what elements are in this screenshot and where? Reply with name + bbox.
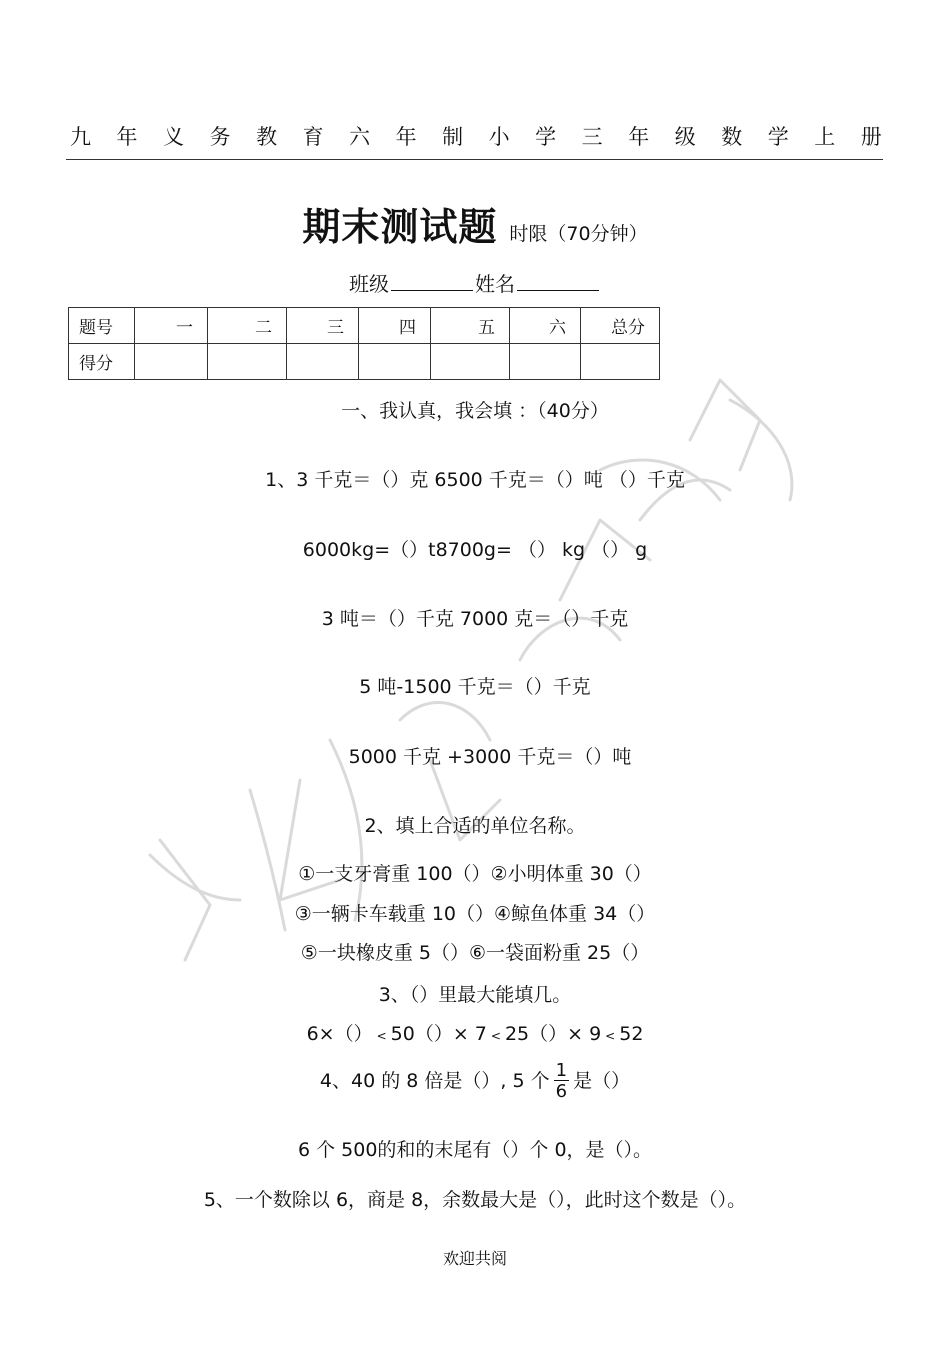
header-rule <box>66 159 883 160</box>
header-char: 上 <box>814 125 836 149</box>
header-char: 学 <box>767 125 789 149</box>
question-heading: 2、填上合适的单位名称。 <box>364 815 586 837</box>
less-than-sign: < <box>376 1029 387 1043</box>
header-char: 制 <box>442 125 464 149</box>
header-char: 年 <box>628 125 650 149</box>
header-char: 年 <box>116 125 138 149</box>
q4-text: 4、40 的 8 倍是（）, 5 个 <box>319 1070 550 1092</box>
question-line: 5、一个数除以 6，商是 8，余数最大是（），此时这个数是（）。 <box>203 1189 747 1211</box>
header-char: 三 <box>581 125 603 149</box>
header-char: 九 <box>70 125 91 149</box>
header-char: 册 <box>860 125 882 149</box>
q3-part: 25（）× 9 <box>504 1023 602 1045</box>
fraction <box>554 1062 569 1101</box>
question-line: ③一辆卡车载重 10（）④鲸鱼体重 34（） <box>294 903 656 925</box>
header-char: 教 <box>256 125 278 149</box>
table-header-cell: 三 <box>287 308 359 344</box>
page-footer: 欢迎共阅 <box>442 1249 507 1268</box>
q4-text: 是（） <box>573 1070 631 1092</box>
header-char: 育 <box>302 125 324 149</box>
q3-part: 50（）× 7 <box>390 1023 487 1045</box>
score-table-score-row <box>69 344 660 380</box>
question-line: ⑤一块橡皮重 5（）⑥一袋面粉重 25（） <box>300 942 650 964</box>
question-heading: 3、（）里最大能填几。 <box>378 984 572 1006</box>
student-info-row <box>0 268 950 297</box>
less-than-sign: < <box>490 1029 501 1043</box>
header-char: 义 <box>163 125 185 149</box>
header-char: 务 <box>209 125 231 149</box>
score-cell[interactable] <box>287 344 359 380</box>
table-header-cell: 一 <box>135 308 208 344</box>
score-cell[interactable] <box>135 344 208 380</box>
header-char: 六 <box>349 125 371 149</box>
score-table <box>68 307 660 380</box>
score-cell[interactable] <box>510 344 581 380</box>
fraction-numerator: 1 <box>555 1060 568 1081</box>
table-header-cell: 五 <box>431 308 510 344</box>
name-blank[interactable] <box>517 272 599 291</box>
question-line: 5000 千克 +3000 千克＝（）吨 <box>348 746 632 768</box>
score-cell[interactable] <box>431 344 510 380</box>
table-header-cell: 二 <box>208 308 287 344</box>
question-line: ①一支牙膏重 100（）②小明体重 30（） <box>298 863 652 885</box>
header-char: 小 <box>488 125 510 149</box>
less-than-sign: < <box>605 1029 616 1043</box>
question-line: 1、3 千克＝（）克 6500 千克＝（）吨 （）千克 <box>265 469 685 491</box>
table-row-label: 得分 <box>69 344 135 380</box>
score-table-header-row <box>69 308 660 344</box>
question-line: 5 吨-1500 千克＝（）千克 <box>359 676 591 698</box>
score-cell[interactable] <box>359 344 431 380</box>
header-char: 年 <box>395 125 417 149</box>
name-label: 姓名 <box>475 272 515 296</box>
score-cell[interactable] <box>581 344 660 380</box>
table-header-cell: 题号 <box>69 308 135 344</box>
fraction-denominator: 6 <box>555 1081 568 1102</box>
q3-part: 52 <box>619 1023 644 1045</box>
class-blank[interactable] <box>391 272 473 291</box>
page-header <box>70 124 882 150</box>
question-line <box>0 1062 950 1101</box>
page-title: 期末测试题 <box>302 204 498 249</box>
header-char: 级 <box>674 125 696 149</box>
q3-part: 6×（） <box>306 1023 373 1045</box>
table-header-cell: 总分 <box>581 308 660 344</box>
question-line: 3 吨＝（）千克 7000 克＝（）千克 <box>321 608 629 630</box>
time-limit: 时限（70分钟） <box>509 223 648 245</box>
question-line <box>0 1019 950 1046</box>
table-header-cell: 四 <box>359 308 431 344</box>
score-cell[interactable] <box>208 344 287 380</box>
section-heading: 一、我认真，我会填 ：（40分） <box>341 400 609 422</box>
question-line: 6 个 500的和的末尾有（）个 0，是（）。 <box>297 1139 653 1161</box>
table-header-cell: 六 <box>510 308 581 344</box>
header-char: 数 <box>721 125 743 149</box>
header-char: 学 <box>535 125 557 149</box>
title-row <box>0 196 950 251</box>
question-line: 6000kg=（）t8700g= （） kg （） g <box>302 539 648 561</box>
class-label: 班级 <box>349 272 389 296</box>
